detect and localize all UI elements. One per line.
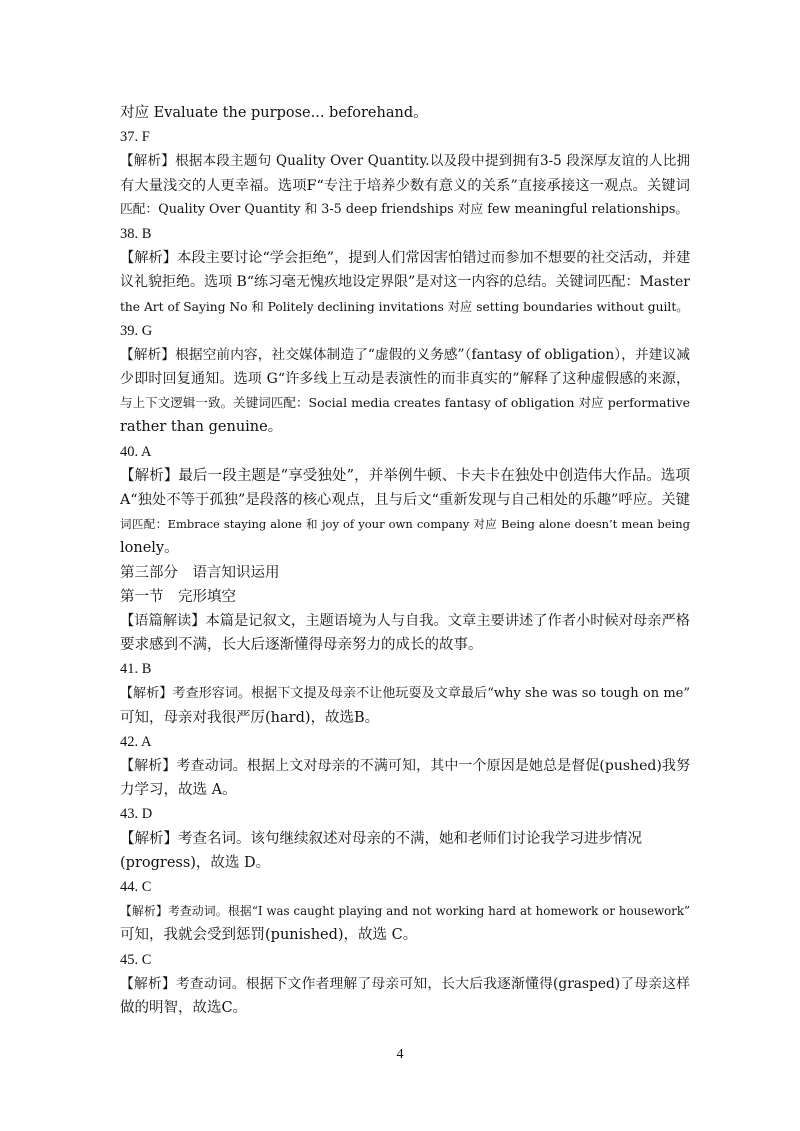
text-line: A“独处不等于孤独”是段落的核心观点，且与后文“重新发现与自己相处的乐趣”呼应。关键 bbox=[120, 492, 690, 508]
text-line: 要求感到不满，长大后逐渐懂得母亲努力的成长的故事。 bbox=[120, 637, 483, 654]
text-line: 匹配：Quality Over Quantity 和 3-5 deep friendships 对应 few meaningful relationships。 bbox=[120, 201, 689, 217]
text-line: 做的明智，故选C。 bbox=[120, 999, 248, 1016]
text-line: 【解析】最后一段主题是“享受独处”，并举例牛顿、卡夫卡在独处中创造伟大作品。选项 bbox=[120, 467, 690, 484]
text-line: 与上下文逻辑一致。关键词匹配：Social media creates fantasy of obligation 对应 performative bbox=[120, 395, 690, 411]
text-line: 【解析】根据空前内容，社交媒体制造了“虚假的义务感”（fantasy of obligation），并建议减 bbox=[120, 346, 690, 363]
text-line: 第一节 完形填空 bbox=[120, 588, 236, 605]
text-line: 第三部分 语言知识运用 bbox=[120, 564, 280, 581]
text-line: 力学习，故选 A。 bbox=[120, 782, 237, 799]
text-line: 对应 Evaluate the purpose... beforehand。 bbox=[120, 105, 428, 121]
text-line: 词匹配：Embrace staying alone 和 joy of your own company 对应 Being alone doesn’t mean being bbox=[120, 517, 690, 532]
text-line: 议礼貌拒绝。选项 B“练习毫无愧疚地设定界限”是对这一内容的总结。关键词匹配：Master bbox=[120, 274, 690, 291]
text-line: (progress)，故选 D。 bbox=[120, 854, 271, 871]
answer-key-line: 44. C bbox=[120, 879, 152, 895]
answer-key-line: 45. C bbox=[120, 951, 152, 968]
text-line: 可知，母亲对我很严厉(hard)，故选B。 bbox=[120, 709, 380, 726]
text-line: 有大量浅交的人更幸福。选项F“专注于培养少数有意义的关系”直接承接这一观点。关键词 bbox=[120, 177, 690, 194]
answer-key-line: 41. B bbox=[120, 661, 152, 678]
text-line: 【解析】考查动词。根据“I was caught playing and not working hard at homework or housework” bbox=[120, 904, 690, 919]
document-body bbox=[120, 101, 690, 1020]
answer-key-line: 42. A bbox=[120, 733, 152, 750]
text-line: rather than genuine。 bbox=[120, 419, 283, 436]
answer-key-line: 40. A bbox=[120, 443, 152, 460]
text-line: 少即时回复通知。选项 G“许多线上互动是表演性的而非真实的”解释了这种虚假感的来源， bbox=[120, 371, 690, 388]
answer-key-line: 37. F bbox=[120, 129, 150, 146]
answer-key-line: 43. D bbox=[120, 806, 153, 823]
text-line: 【语篇解读】本篇是记叙文，主题语境为人与自我。文章主要讲述了作者小时候对母亲严格 bbox=[120, 612, 690, 629]
text-line: 可知，我就会受到惩罚(punished)，故选 C。 bbox=[120, 927, 418, 944]
text-line: 【解析】根据本段主题句 Quality Over Quantity.以及段中提到拥有3-5 段深厚友谊的人比拥 bbox=[120, 153, 690, 170]
text-line: 【解析】考查动词。根据下文作者理解了母亲可知，长大后我逐渐懂得(grasped)了母亲这样 bbox=[120, 975, 690, 992]
text-line: the Art of Saying No 和 Politely declining invitations 对应 setting boundaries without guilt。 bbox=[120, 299, 689, 314]
page-number: 4 bbox=[396, 1047, 404, 1062]
text-line: 【解析】考查动词。根据上文对母亲的不满可知，其中一个原因是她总是督促(pushed)我努 bbox=[120, 758, 690, 775]
answer-key-line: 38. B bbox=[120, 225, 152, 242]
text-line: 【解析】考查形容词。根据下文提及母亲不让他玩耍及文章最后“why she was so tough on me” bbox=[120, 685, 690, 701]
text-line: 【解析】考查名词。该句继续叙述对母亲的不满，她和老师们讨论我学习进步情况 bbox=[120, 830, 642, 847]
text-line: lonely。 bbox=[120, 540, 179, 557]
answer-key-line: 39. G bbox=[120, 322, 153, 339]
text-line: 【解析】本段主要讨论“学会拒绝”，提到人们常因害怕错过而参加不想要的社交活动，并建 bbox=[120, 250, 690, 267]
